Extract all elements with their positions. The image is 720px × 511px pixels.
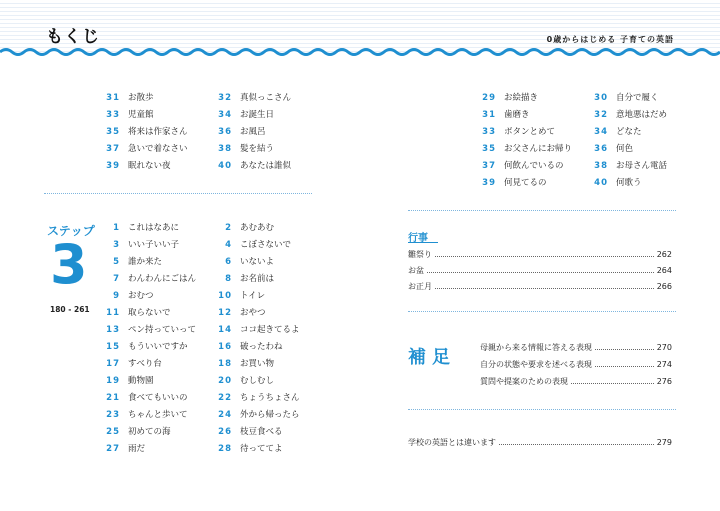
list-item[interactable]: 38 お母さん電話 (594, 161, 668, 171)
events-title: 行事 (408, 233, 428, 244)
list-item[interactable]: 27 雨だ (106, 444, 146, 454)
list-item[interactable]: 14 ココ起きてるよ (218, 325, 300, 335)
supplement-item[interactable]: 自分の状態や要求を述べる表現 274 (480, 359, 672, 369)
divider (408, 210, 676, 211)
supplement-item[interactable]: 質問や提案のための表現 276 (480, 376, 672, 386)
list-item[interactable]: 17 すべり台 (106, 359, 162, 369)
list-item[interactable]: 4 こぼさないで (225, 240, 292, 250)
list-item[interactable]: 20 むしむし (218, 376, 275, 386)
step-label: ステップ (47, 224, 95, 238)
list-item[interactable]: 22 ちょうちょさん (218, 393, 300, 403)
list-item[interactable]: 35 お父さんにお帰り (482, 144, 573, 154)
list-item[interactable]: 34 どなた (594, 127, 642, 137)
list-item[interactable]: 30 自分で履く (594, 93, 659, 103)
list-item[interactable]: 37 急いで着なさい (106, 144, 188, 154)
divider (408, 311, 676, 312)
list-item[interactable]: 12 おやつ (218, 308, 266, 318)
divider (408, 409, 676, 410)
list-item[interactable]: 37 何飲んでいるの (482, 161, 564, 171)
list-item[interactable]: 6 いないよ (225, 257, 275, 267)
divider (44, 193, 312, 194)
list-item[interactable]: 26 枝豆食べる (218, 427, 283, 437)
list-item[interactable]: 32 意地悪はだめ (594, 110, 668, 120)
list-item[interactable]: 39 何見てるの (482, 178, 547, 188)
list-item[interactable]: 7 わんわんにごはん (113, 274, 197, 284)
list-item[interactable]: 28 待っててよ (218, 444, 283, 454)
list-item[interactable]: 16 破ったわね (218, 342, 283, 352)
list-item[interactable]: 3 いい子いい子 (113, 240, 180, 250)
list-item[interactable]: 21 食べてもいいの (106, 393, 188, 403)
list-item[interactable]: 34 お誕生日 (218, 110, 275, 120)
list-item[interactable]: 9 おむつ (113, 291, 154, 301)
list-item[interactable]: 40 あなたは誰似 (218, 161, 292, 171)
list-item[interactable]: 2 あむあむ (225, 223, 275, 233)
list-item[interactable]: 18 お買い物 (218, 359, 275, 369)
list-item[interactable]: 35 将来は作家さん (106, 127, 188, 137)
list-item[interactable]: 40 何歌う (594, 178, 642, 188)
list-item[interactable]: 8 お名前は (225, 274, 275, 284)
list-item[interactable]: 25 初めての海 (106, 427, 171, 437)
book-title: 0歳からはじめる 子育ての英語 (546, 35, 674, 44)
list-item[interactable]: 5 誰か来た (113, 257, 163, 267)
list-item[interactable]: 29 お絵描き (482, 93, 539, 103)
supplement-title: 補足 (408, 347, 456, 368)
list-item[interactable]: 36 お風呂 (218, 127, 266, 137)
list-item[interactable]: 11 取らないで (106, 308, 171, 318)
events-item[interactable]: 雛祭り 262 (408, 249, 672, 259)
list-item[interactable]: 13 ペン持っていって (106, 325, 197, 335)
page-header (0, 0, 720, 62)
list-item[interactable]: 32 真似っこさん (218, 93, 292, 103)
page-title: もくじ (46, 27, 100, 47)
list-item[interactable]: 24 外から帰ったら (218, 410, 300, 420)
list-item[interactable]: 36 何色 (594, 144, 634, 154)
list-item[interactable]: 1 これはなあに (113, 223, 180, 233)
list-item[interactable]: 15 もういいですか (106, 342, 188, 352)
school-item[interactable]: 学校の英語とは違います 279 (408, 437, 672, 447)
list-item[interactable]: 38 髪を結う (218, 144, 275, 154)
list-item[interactable]: 10 トイレ (218, 291, 266, 301)
events-item[interactable]: お正月 266 (408, 281, 672, 291)
list-item[interactable]: 23 ちゃんと歩いて (106, 410, 188, 420)
step-page-range: 180 - 261 (50, 305, 90, 314)
list-item[interactable]: 33 ボタンとめて (482, 127, 556, 137)
events-item[interactable]: お盆 264 (408, 265, 672, 275)
list-item[interactable]: 39 眠れない夜 (106, 161, 171, 171)
list-item[interactable]: 31 お散歩 (106, 93, 154, 103)
step-number: 3 (50, 233, 88, 296)
supplement-item[interactable]: 母親から来る情報に答える表現 270 (480, 342, 672, 352)
list-item[interactable]: 33 児童館 (106, 110, 154, 120)
header-wave (0, 42, 720, 62)
events-underline (408, 242, 438, 243)
list-item[interactable]: 19 動物園 (106, 376, 154, 386)
list-item[interactable]: 31 歯磨き (482, 110, 530, 120)
